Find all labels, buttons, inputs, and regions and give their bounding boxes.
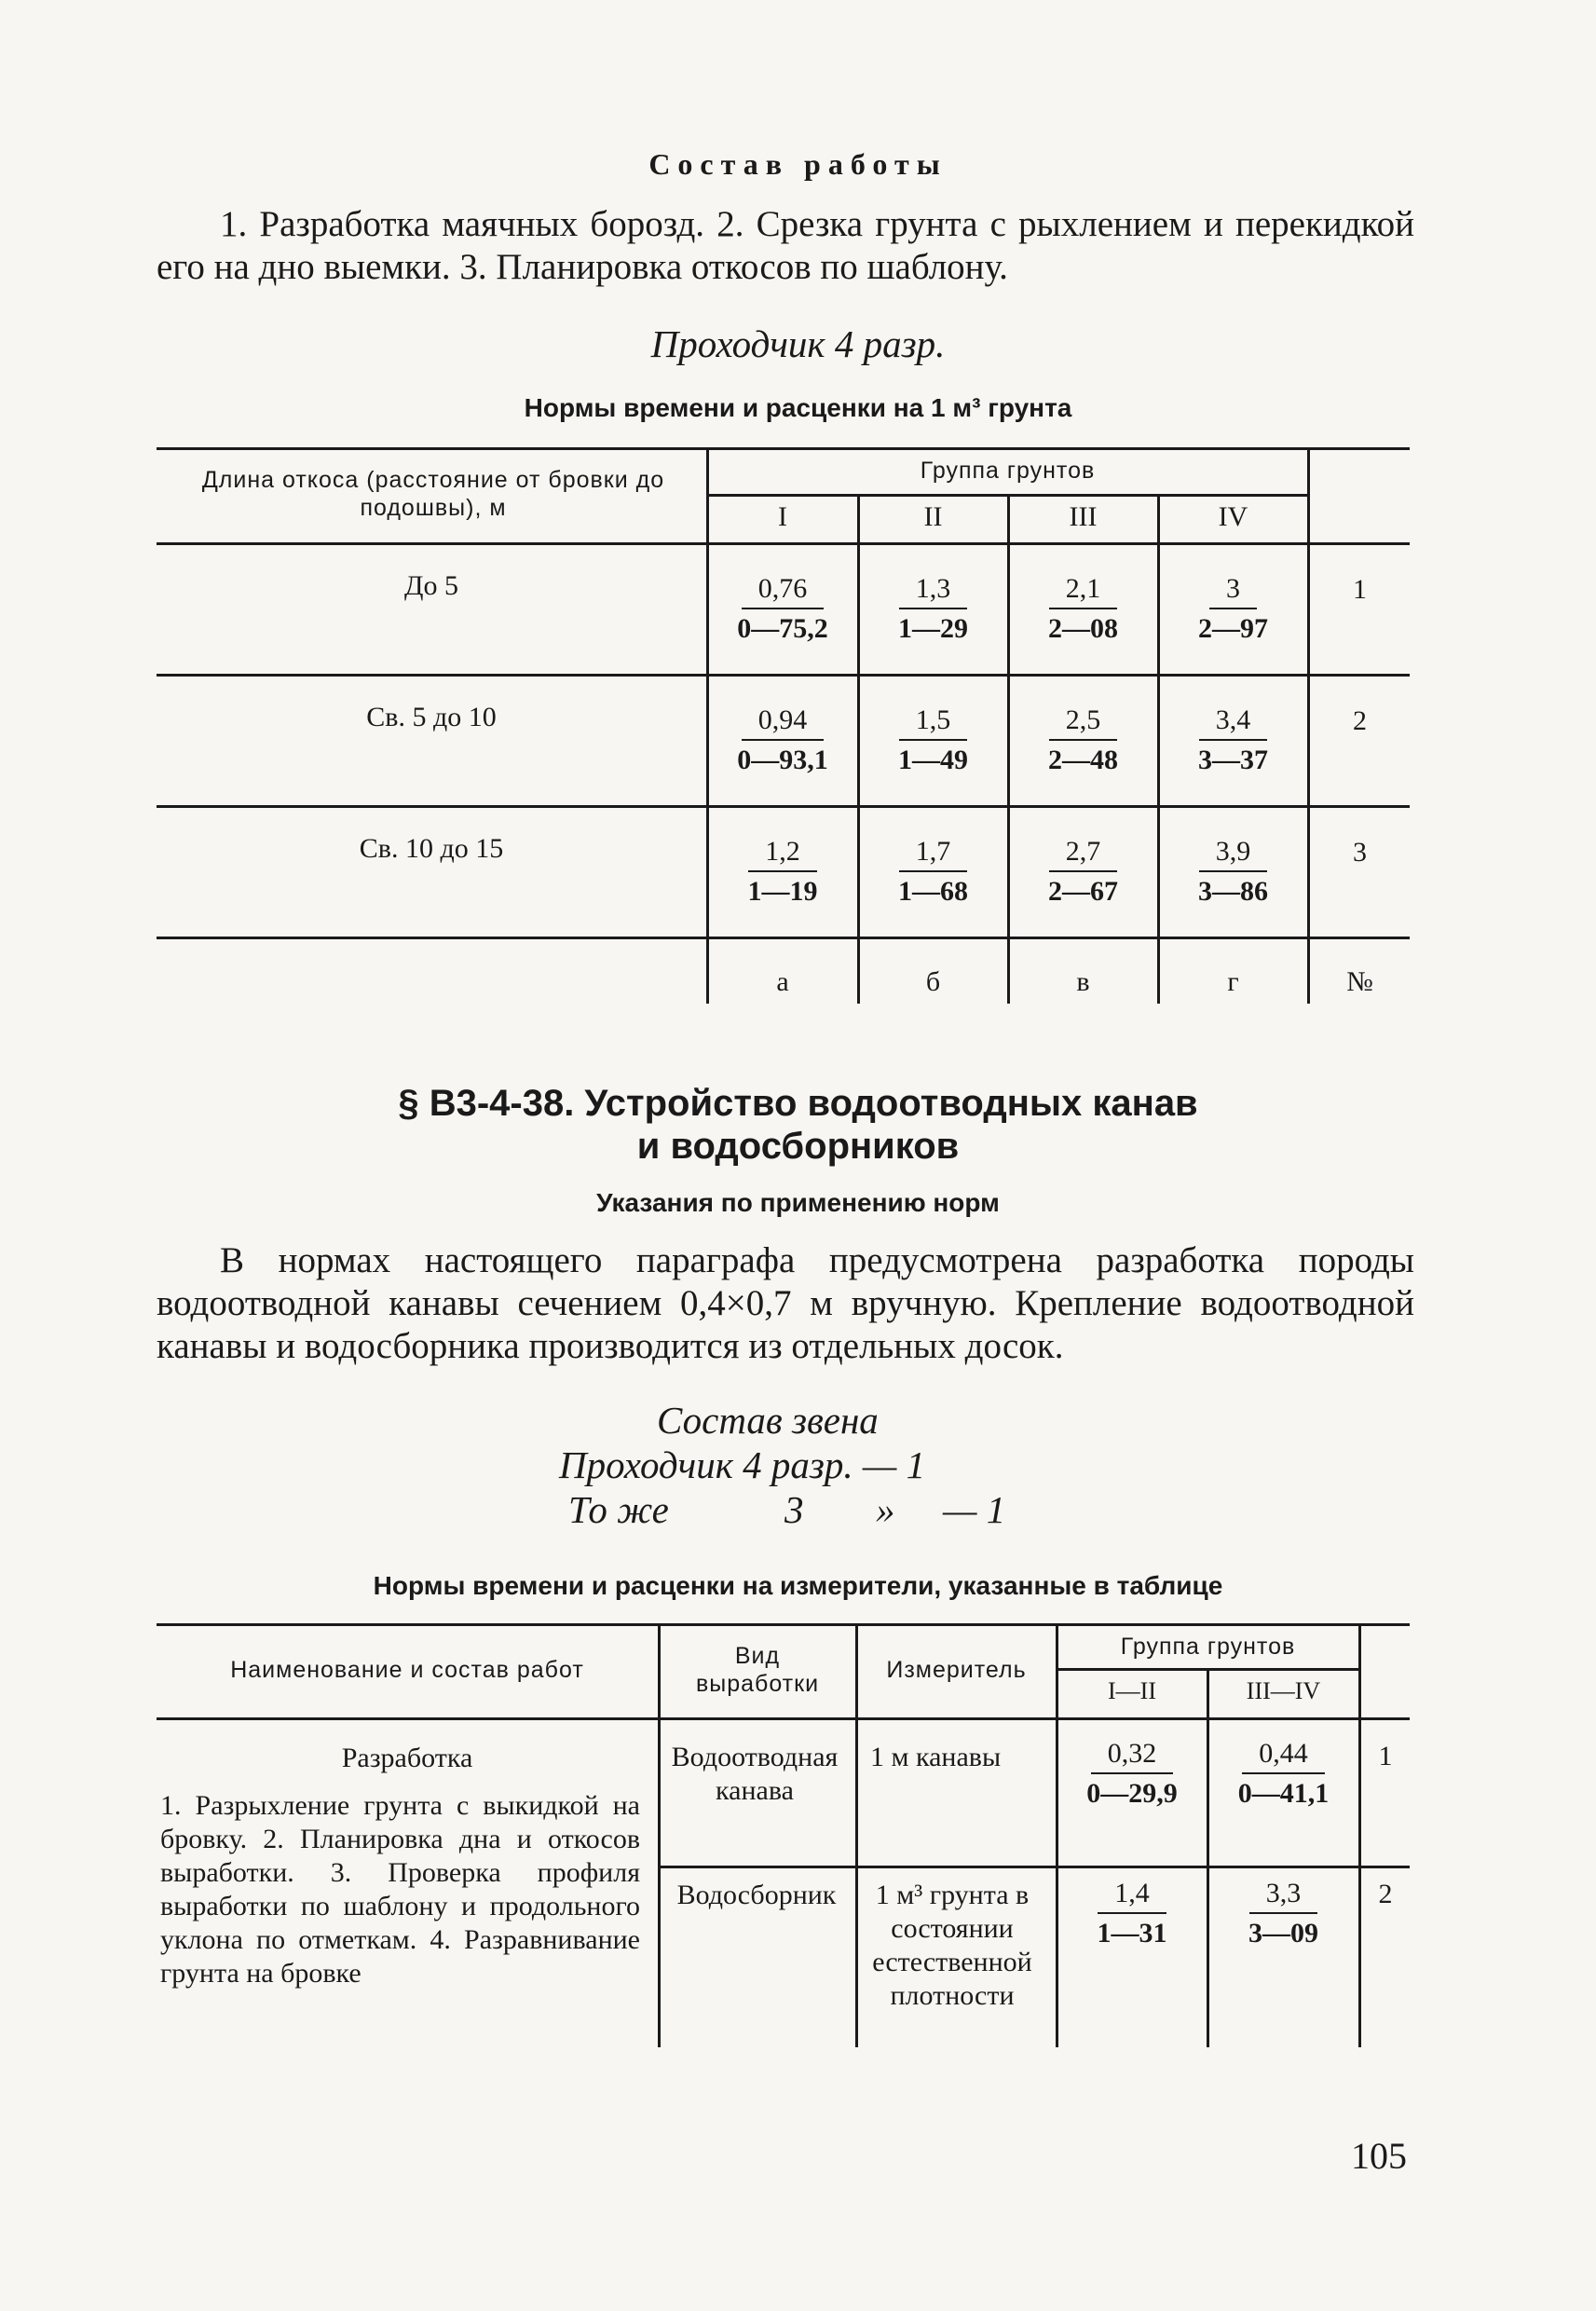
work-title: Разработка xyxy=(341,1743,473,1773)
table1-group-ii: II xyxy=(923,501,943,532)
table2-caption: Нормы времени и расценки на измерители, указанные в таблице xyxy=(373,1571,1223,1600)
table1-header-soil-group: Группа грунтов xyxy=(920,458,1096,484)
row-number: 2 xyxy=(1378,1879,1393,1909)
norm-cell: 0,94 0—93,1 xyxy=(708,702,857,780)
norm-cell: 3 2—97 xyxy=(1159,570,1307,649)
page-number: 105 xyxy=(1351,2135,1407,2177)
norm-cell: 2,1 2—08 xyxy=(1009,570,1157,649)
norm-cell: 1,2 1—19 xyxy=(708,833,857,911)
norm-cell: 3,3 3—09 xyxy=(1208,1875,1358,1953)
crew-line-2c: » xyxy=(876,1488,895,1531)
table2-header-type: Вид выработки xyxy=(695,1643,820,1697)
crew-line-2b: 3 xyxy=(784,1488,804,1531)
norm-cell: 3,9 3—86 xyxy=(1159,833,1307,911)
table1-group-i: I xyxy=(778,501,787,532)
crew-line-1: Проходчик 4 разр. — 1 xyxy=(559,1443,926,1486)
work-description: 1. Разрыхление грунта с выкидкой на бровку. 2. Планировка дна и откосов выработки. 3. Проверка профиля выработки по шаблону и продольного уклона по отметкам. 4. Разравнивание грунта на бровке xyxy=(160,1790,640,1989)
table2-header-unit: Измеритель xyxy=(886,1657,1027,1683)
section-text: В нормах настоящего параграфа предусмотрена разработка породы водоотводной канавы сечением 0,4×0,7 м вручную. Крепление водоотводной канавы и водосборника производится из отдельных досок. xyxy=(157,1240,1414,1366)
column-letter: № xyxy=(1346,966,1373,997)
norm-cell: 3,4 3—37 xyxy=(1159,702,1307,780)
column-letter: г xyxy=(1227,966,1239,997)
column-letter: в xyxy=(1076,966,1090,997)
section-title-line1: § В3-4-38. Устройство водоотводных канав xyxy=(398,1083,1198,1124)
table2-group-i-ii: I—II xyxy=(1108,1677,1156,1704)
norm-cell: 1,7 1—68 xyxy=(859,833,1007,911)
norm-cell: 1,4 1—31 xyxy=(1057,1875,1207,1953)
measure-unit: 1 м канавы xyxy=(870,1742,1002,1772)
norm-cell: 1,3 1—29 xyxy=(859,570,1007,649)
table2-header-name: Наименование и состав работ xyxy=(230,1657,584,1683)
table1-group-iii: III xyxy=(1069,501,1098,532)
row-label: Св. 10 до 15 xyxy=(359,833,504,864)
row-number: 2 xyxy=(1353,705,1367,736)
table1-group-iv: IV xyxy=(1218,501,1248,532)
row-number: 1 xyxy=(1353,574,1367,605)
row-label: До 5 xyxy=(404,570,458,601)
crew-title: Состав звена xyxy=(657,1399,879,1442)
row-number: 1 xyxy=(1378,1741,1393,1771)
excavation-type: Водосборник xyxy=(676,1880,837,1910)
worker-grade: Проходчик 4 разр. xyxy=(650,322,946,365)
column-letter: б xyxy=(925,966,941,997)
table1-header-length: Длина откоса (расстояние от бровки до подошвы), м xyxy=(201,467,665,521)
excavation-type: Водоотводная канава xyxy=(671,1742,839,1806)
norm-cell: 2,7 2—67 xyxy=(1009,833,1157,911)
work-composition-heading: Состав работы xyxy=(648,147,948,181)
norm-cell: 0,44 0—41,1 xyxy=(1208,1735,1358,1813)
measure-unit: 1 м³ грунта в состоянии естественной плотности xyxy=(872,1880,1032,2011)
norm-cell: 0,76 0—75,2 xyxy=(708,570,857,649)
norm-cell: 1,5 1—49 xyxy=(859,702,1007,780)
table2-group-iii-iv: III—IV xyxy=(1246,1677,1321,1704)
section-title-line2: и водосборников xyxy=(636,1126,960,1167)
crew-line-2d: — 1 xyxy=(943,1488,1006,1531)
norm-cell: 2,5 2—48 xyxy=(1009,702,1157,780)
crew-line-2a: То же xyxy=(568,1488,669,1531)
column-letter: а xyxy=(776,966,789,997)
work-composition-text: 1. Разработка маячных борозд. 2. Срезка грунта с рыхлением и перекидкой его на дно выемки. 3. Планировка откосов по шаблону. xyxy=(157,204,1414,287)
row-label: Св. 5 до 10 xyxy=(366,702,497,732)
section-subtitle: Указания по применению норм xyxy=(596,1188,1000,1217)
norm-cell: 0,32 0—29,9 xyxy=(1057,1735,1207,1813)
row-number: 3 xyxy=(1353,837,1367,868)
table1-caption: Нормы времени и расценки на 1 м³ грунта xyxy=(524,393,1072,422)
table2-header-soil-group: Группа грунтов xyxy=(1120,1634,1296,1660)
